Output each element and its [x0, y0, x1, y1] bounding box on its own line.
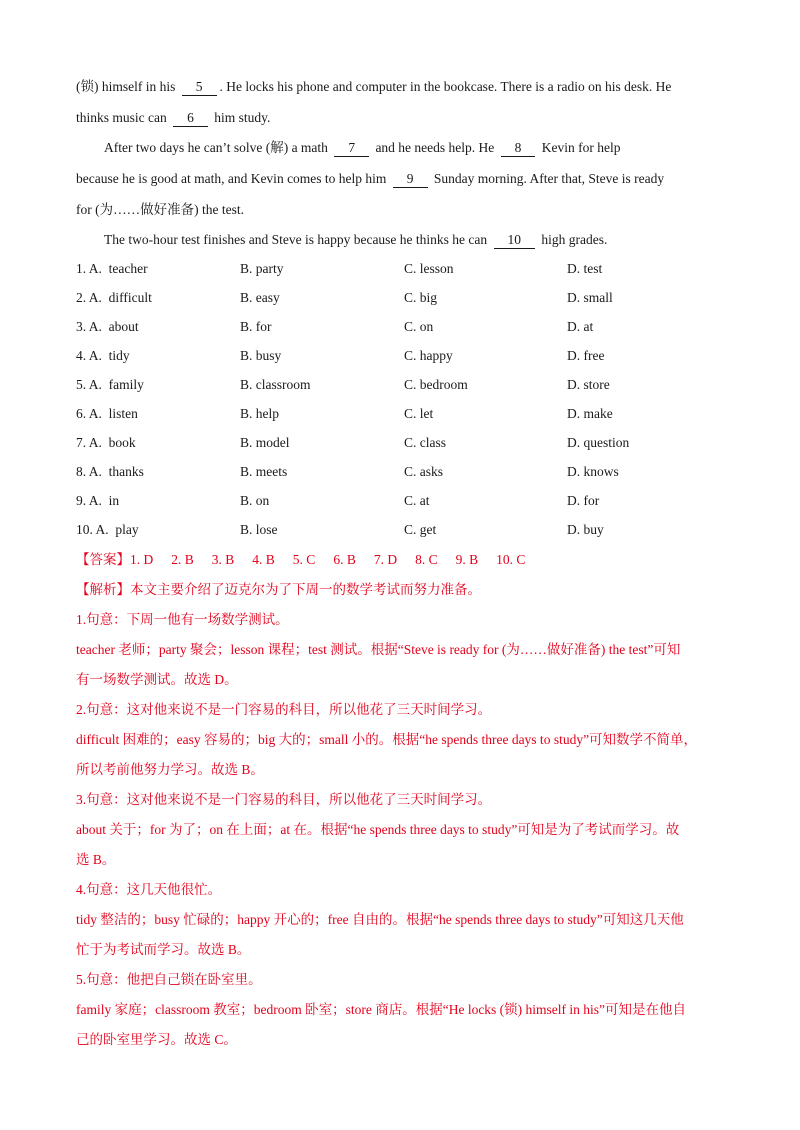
option-a: listen: [108, 406, 138, 421]
blank-7: 7: [334, 140, 369, 157]
option-number: 10. A. play: [76, 522, 139, 537]
option-b: B. help: [240, 406, 279, 421]
answer-item: 8. C: [415, 552, 438, 567]
explanation-line: tidy 整洁的；busy 忙碌的；happy 开心的；free 自由的。根据“he spends three days to study”可知这几天他: [76, 912, 684, 927]
option-number: 5. A. family: [76, 377, 144, 392]
passage-line-2: [76, 108, 730, 128]
option-a: play: [115, 522, 139, 537]
answer-item: 1. D: [130, 552, 154, 567]
blank-10: 10: [494, 232, 536, 249]
passage-text: thinks music can: [76, 110, 167, 125]
passage-text: Kevin for help: [541, 140, 621, 155]
passage-line-4: [76, 169, 730, 189]
option-d: D. buy: [567, 522, 604, 537]
option-d: D. store: [567, 377, 610, 392]
blank-6: 6: [173, 110, 208, 127]
explanation-line: 己的卧室里学习。故选 C。: [76, 1032, 237, 1047]
option-d: D. test: [567, 261, 603, 276]
answer-item: 9. B: [455, 552, 479, 567]
passage-line-1: [76, 77, 730, 97]
passage-line-3: [104, 138, 730, 158]
passage-line-6: [104, 230, 730, 250]
answer-item: 4. B: [252, 552, 275, 567]
passage-line-5: [76, 200, 730, 220]
option-d: D. for: [567, 493, 600, 508]
explanation-line: 4.句意：这几天他很忙。: [76, 882, 222, 897]
explanation-line: 忙于为考试而学习。故选 B。: [76, 942, 251, 957]
option-number: 6. A. listen: [76, 406, 138, 421]
explanation-line: 3.句意：这对他来说不是一门容易的科目，所以他花了三天时间学习。: [76, 792, 492, 807]
explanation-line: family 家庭；classroom 教室；bedroom 卧室；store 商店。根据“He locks (锁) himself in his”可知是在他自: [76, 1002, 687, 1017]
option-number: 1. A. teacher: [76, 261, 148, 276]
option-b: B. easy: [240, 290, 280, 305]
option-c: C. big: [404, 290, 438, 305]
option-row: [76, 259, 736, 279]
option-c: C. let: [404, 406, 434, 421]
option-a: about: [108, 319, 139, 334]
option-number: 4. A. tidy: [76, 348, 130, 363]
option-b: B. lose: [240, 522, 278, 537]
explanation-intro: 【解析】本文主要介绍了迈克尔为了下周一的数学考试而努力准备。: [76, 582, 481, 597]
explanation-line: 1.句意：下周一他有一场数学测试。: [76, 612, 289, 627]
blank-9: 9: [393, 171, 428, 188]
blank-8: 8: [501, 140, 536, 157]
option-a: family: [108, 377, 144, 392]
option-c: C. at: [404, 493, 430, 508]
option-b: B. for: [240, 319, 272, 334]
option-c: C. class: [404, 435, 446, 450]
option-b: B. on: [240, 493, 270, 508]
option-d: D. question: [567, 435, 630, 450]
option-c: C. get: [404, 522, 437, 537]
answer-item: 2. B: [171, 552, 194, 567]
option-a: book: [108, 435, 136, 450]
explanation-line: 5.句意：他把自己锁在卧室里。: [76, 972, 262, 987]
passage-text: Sunday morning. After that, Steve is ready: [433, 171, 665, 186]
passage-text: . He locks his phone and computer in the bookcase. There is a radio on his desk. He: [219, 79, 672, 94]
option-d: D. small: [567, 290, 613, 305]
option-b: B. meets: [240, 464, 288, 479]
option-number: 3. A. about: [76, 319, 139, 334]
explanation-line: teacher 老师；party 聚会；lesson 课程；test 测试。根据“Steve is ready for (为……做好准备) the test”可知: [76, 642, 681, 657]
answer-item: 3. B: [211, 552, 235, 567]
option-row: [76, 404, 736, 424]
option-row: [76, 288, 736, 308]
option-a: thanks: [108, 464, 144, 479]
option-b: B. party: [240, 261, 284, 276]
option-c: C. happy: [404, 348, 453, 363]
answer-item: 5. C: [292, 552, 316, 567]
option-a: in: [108, 493, 120, 508]
answer-item: 7. D: [373, 552, 398, 567]
option-row: [76, 346, 736, 366]
option-row: [76, 375, 736, 395]
passage-text: high grades.: [541, 232, 608, 247]
passage-text: him study.: [214, 110, 271, 125]
explanation-line: difficult 困难的；easy 容易的；big 大的；small 小的。根据“he spends three days to study”可知数学不简单，: [76, 732, 698, 747]
explanation-line: 所以考前他努力学习。故选 B。: [76, 762, 264, 777]
explanation-line: 有一场数学测试。故选 D。: [76, 672, 238, 687]
option-c: C. asks: [404, 464, 444, 479]
answer-item: 6. B: [333, 552, 356, 567]
option-row: [76, 433, 736, 453]
option-d: D. make: [567, 406, 613, 421]
option-d: D. free: [567, 348, 605, 363]
passage-text: (锁) himself in his: [76, 79, 176, 94]
option-c: C. on: [404, 319, 434, 334]
passage-text: After two days he can’t solve (解) a math: [104, 140, 328, 155]
answer-item: 10. C: [496, 552, 526, 567]
option-number: 8. A. thanks: [76, 464, 144, 479]
option-row: [76, 317, 736, 337]
answer-key: [76, 550, 543, 570]
explanation-line: 2.句意：这对他来说不是一门容易的科目，所以他花了三天时间学习。: [76, 702, 492, 717]
option-b: B. classroom: [240, 377, 311, 392]
option-d: D. knows: [567, 464, 619, 479]
option-row: [76, 462, 736, 482]
option-row: [76, 491, 736, 511]
option-number: 7. A. book: [76, 435, 136, 450]
passage-text: for (为……做好准备) the test.: [76, 202, 244, 217]
option-a: difficult: [108, 290, 152, 305]
option-b: B. busy: [240, 348, 282, 363]
blank-5: 5: [182, 79, 217, 96]
passage-text: because he is good at math, and Kevin comes to help him: [76, 171, 387, 186]
option-d: D. at: [567, 319, 594, 334]
option-c: C. bedroom: [404, 377, 468, 392]
explanation-line: 选 B。: [76, 852, 116, 867]
option-a: teacher: [108, 261, 148, 276]
option-number: 2. A. difficult: [76, 290, 152, 305]
passage-text: The two-hour test finishes and Steve is happy because he thinks he can: [104, 232, 488, 247]
option-number: 9. A. in: [76, 493, 120, 508]
answer-label: 【答案】: [76, 552, 130, 567]
option-a: tidy: [108, 348, 130, 363]
option-row: [76, 520, 736, 540]
option-c: C. lesson: [404, 261, 454, 276]
passage-text: and he needs help. He: [375, 140, 495, 155]
option-b: B. model: [240, 435, 290, 450]
explanation-line: about 关于；for 为了；on 在上面；at 在。根据“he spends three days to study”可知是为了考试而学习。故: [76, 822, 680, 837]
